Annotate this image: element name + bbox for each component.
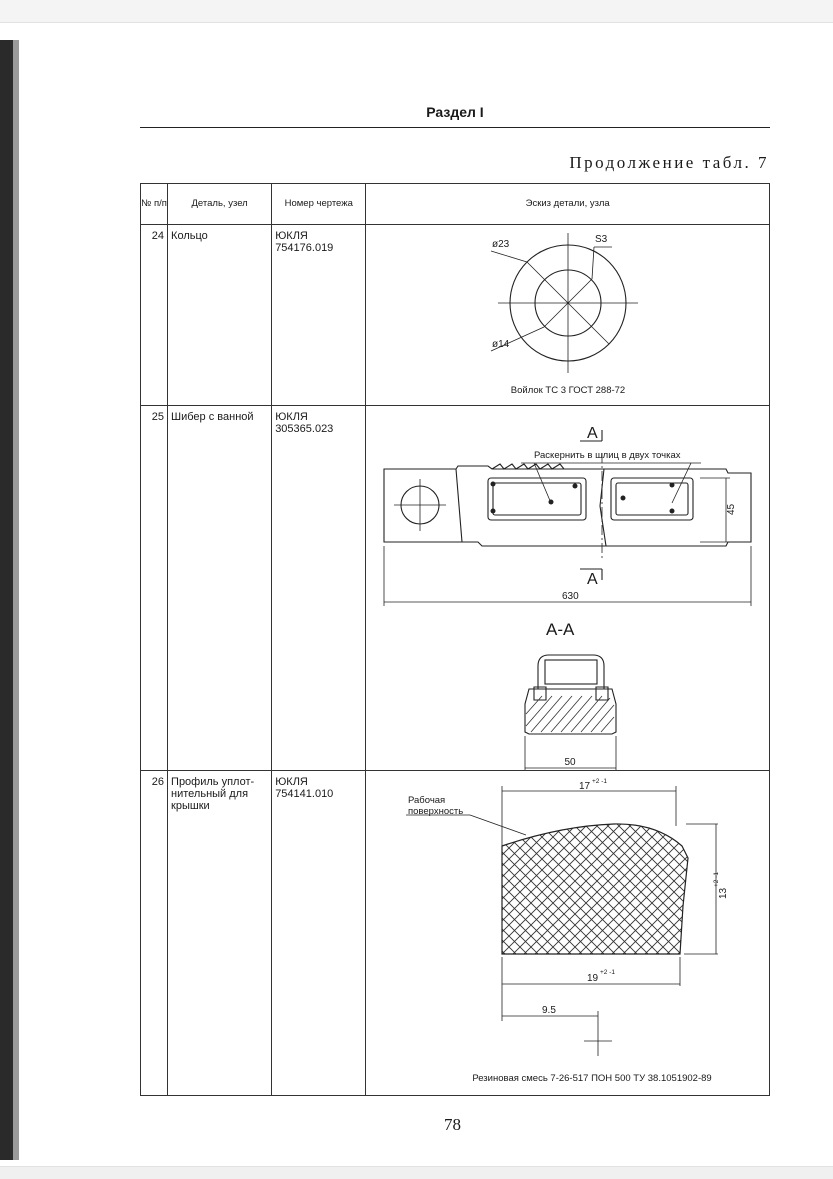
ring-inner-dia-label: ø14 [492, 339, 510, 350]
table-row-25 [141, 406, 770, 771]
profile-shape [502, 824, 688, 954]
scan-top-margin [0, 0, 833, 23]
row-num: 24 [141, 225, 168, 406]
profile-material-note: Резиновая смесь 7-26-517 ПОН 500 ТУ 38.1051902-89 [472, 1073, 713, 1084]
profile-label-line2: поверхность [408, 806, 464, 817]
table-row-26 [141, 771, 770, 1096]
row-part-name: Шибер с ванной [168, 406, 272, 771]
profile-bottom-width: 19 [587, 973, 599, 984]
header-part: Деталь, узел [168, 184, 272, 225]
profile-offset-dim: 9.5 [542, 1005, 557, 1016]
row-num: 25 [141, 406, 168, 771]
profile-sketch [366, 771, 770, 1096]
scan-binding-shadow [0, 40, 13, 1160]
gate-drawing [366, 406, 769, 770]
table-continuation-caption: Продолжение табл. 7 [569, 153, 769, 172]
row-drawing-number: ЮКЛЯ 754176.019 [272, 225, 366, 406]
gate-height-dim: 45 [726, 503, 738, 515]
table-header-row [141, 184, 770, 225]
row-drawing-number: ЮКЛЯ 305365.023 [272, 406, 366, 771]
gate-note: Раскернить в шлиц в двух точках [534, 450, 681, 461]
row-drawing-number: ЮКЛЯ 754141.010 [272, 771, 366, 1096]
profile-top-width: 17 [579, 781, 591, 792]
scan-bottom-margin [0, 1166, 833, 1179]
row-part-name: Профиль уплот-нительный для крышки [168, 771, 272, 1096]
profile-height-tol: +2 -1 [713, 872, 721, 887]
profile-bottom-tol: +2 -1 [600, 969, 616, 976]
header-num: № п/п [141, 184, 168, 225]
section-mark-bottom: A [587, 571, 598, 588]
scan-binding-shadow-light [13, 40, 19, 1160]
profile-top-tol: +2 -1 [592, 778, 608, 785]
section-width-dim: 50 [564, 757, 576, 768]
header-sketch: Эскиз детали, узла [366, 184, 770, 225]
header-drawing: Номер чертежа [272, 184, 366, 225]
ring-thickness-label: S3 [595, 234, 608, 245]
table-row-24 [141, 225, 770, 406]
profile-drawing [366, 771, 769, 1095]
gate-length-dim: 630 [562, 591, 580, 602]
section-rule [140, 127, 770, 128]
ring-outer-dia-label: ø23 [492, 239, 510, 250]
profile-height: 13 [718, 887, 730, 899]
ring-drawing [366, 225, 769, 405]
row-num: 26 [141, 771, 168, 1096]
section-mark-top: A [587, 425, 598, 442]
profile-label-line1: Рабочая [408, 795, 446, 806]
ring-material-note: Войлок ТС 3 ГОСТ 288-72 [511, 385, 626, 396]
parts-table [140, 183, 770, 1096]
section-aa-title: А-А [546, 620, 575, 639]
gate-sketch [366, 406, 770, 771]
section-aa-drawing [525, 655, 616, 770]
section-title: Раздел I [426, 104, 484, 120]
page-number: 78 [444, 1115, 461, 1134]
ring-sketch [366, 225, 770, 406]
row-part-name: Кольцо [168, 225, 272, 406]
